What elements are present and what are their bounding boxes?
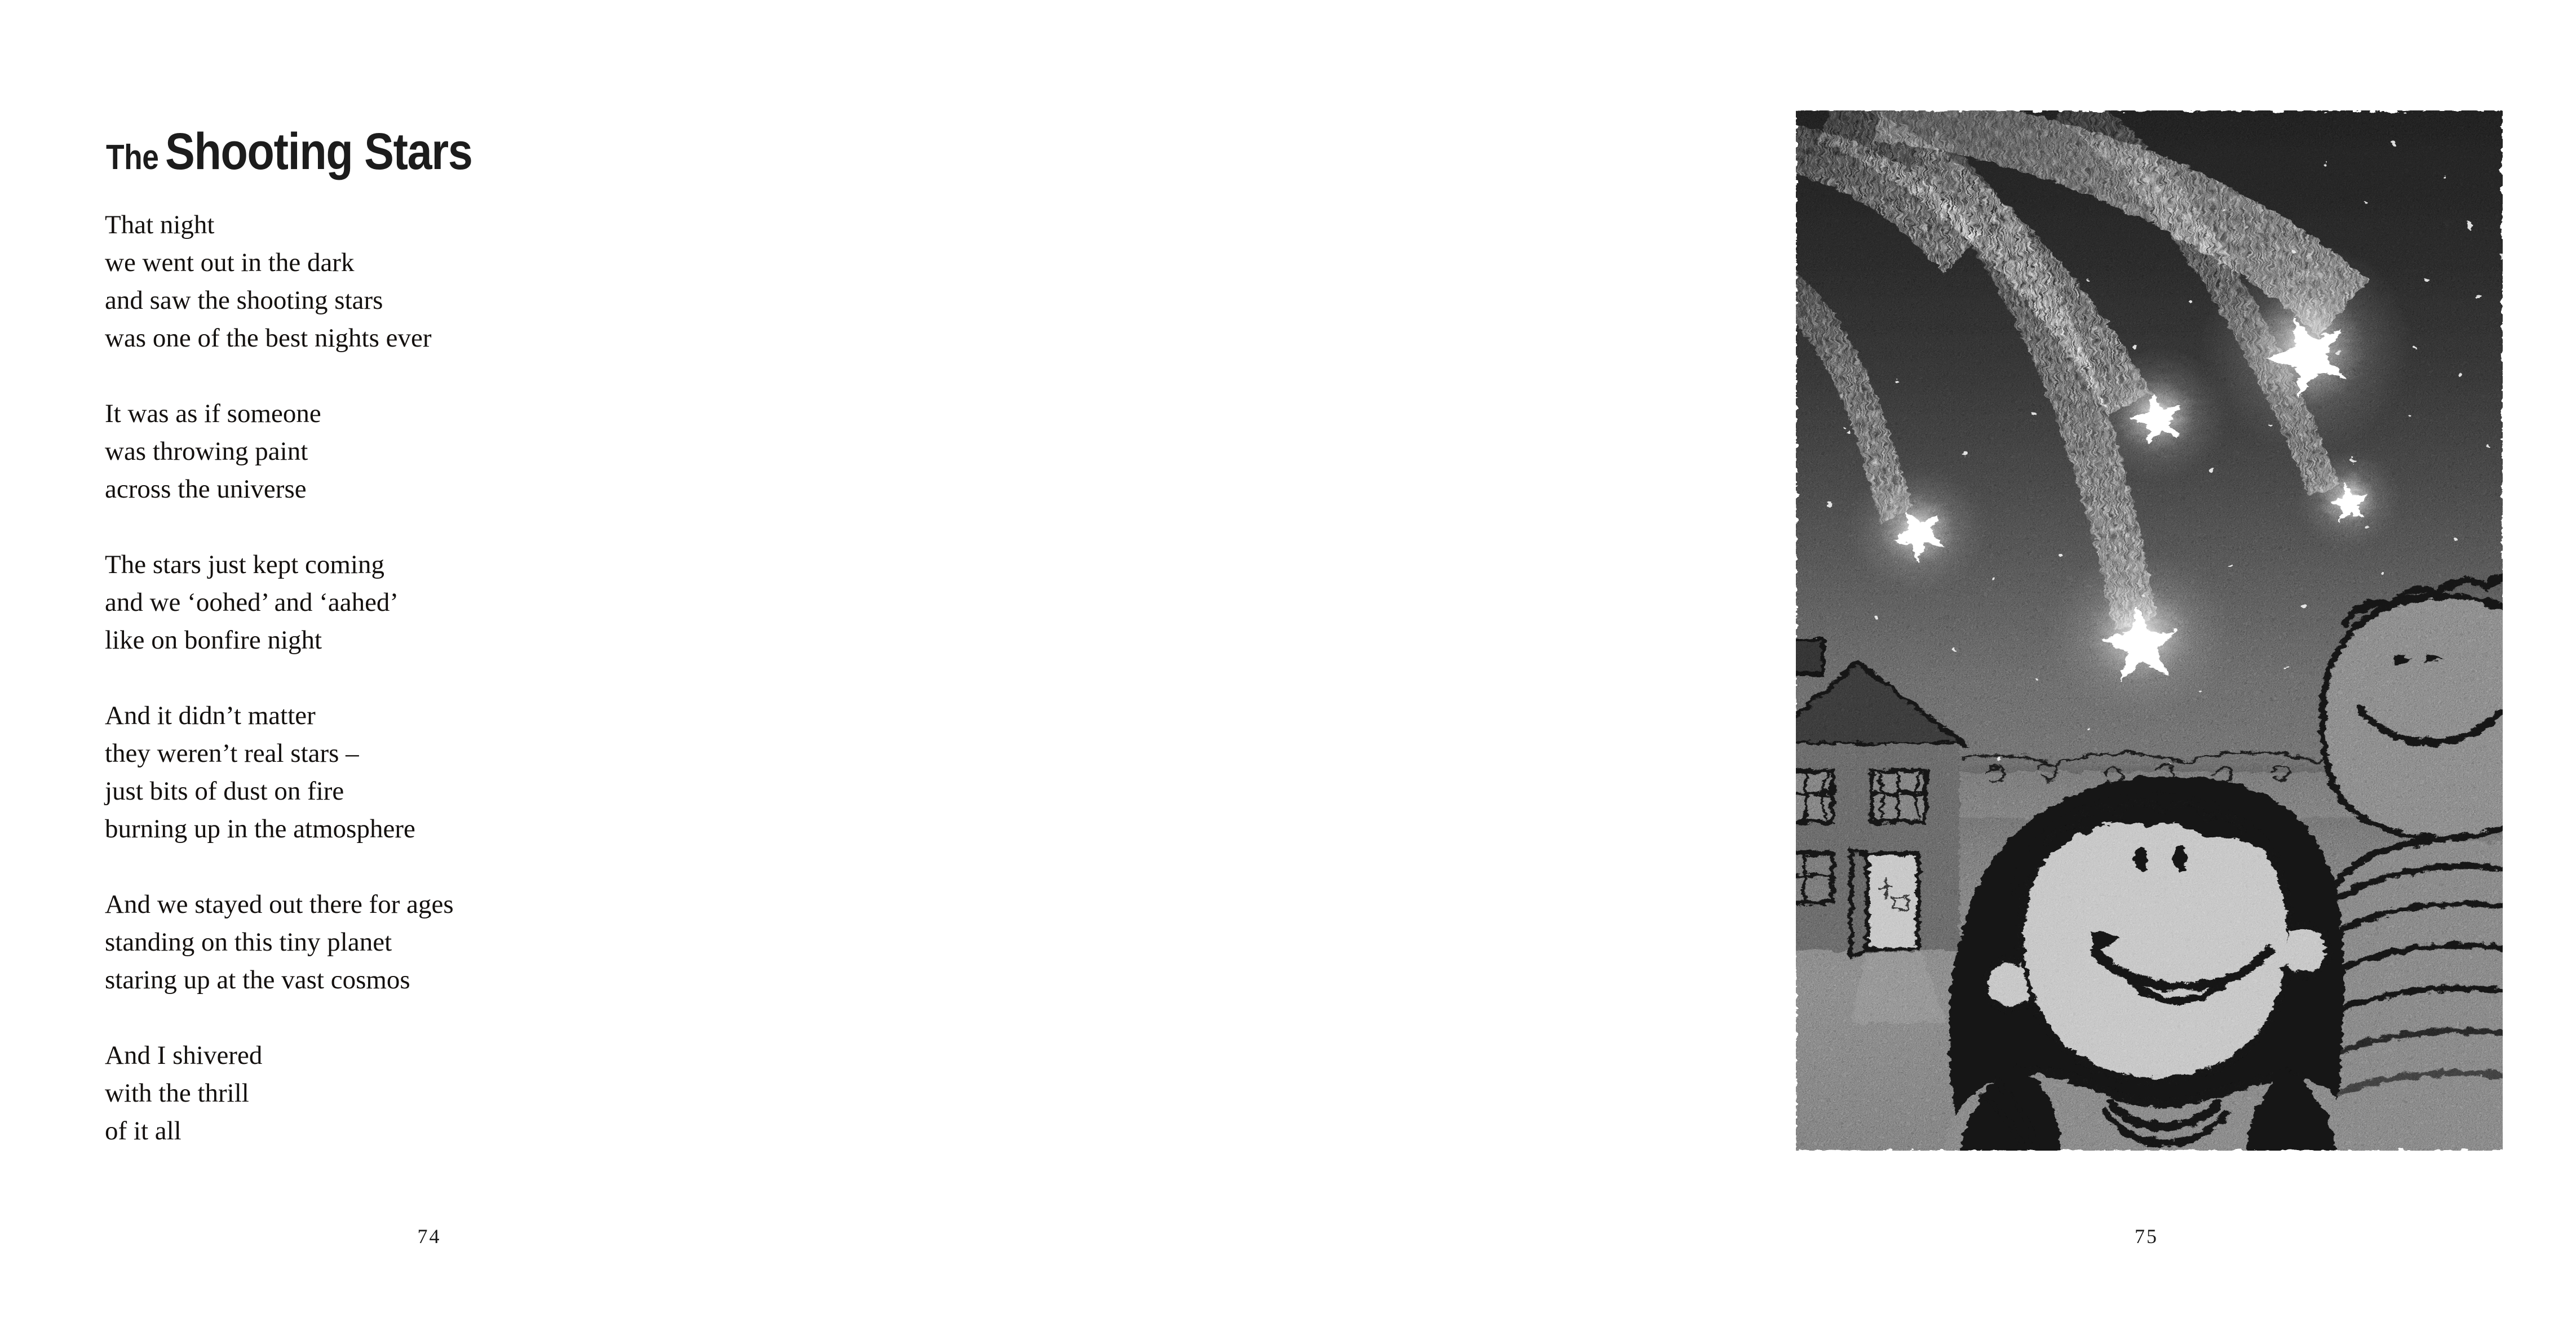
girl-eye-left <box>2134 847 2148 872</box>
poem-title-lead: The <box>106 138 159 177</box>
verse-line: they weren’t real stars – <box>105 739 359 768</box>
verse-line: was throwing paint <box>105 437 308 466</box>
verse-line: And we stayed out there for ages <box>105 890 454 919</box>
poem-body <box>105 206 725 1150</box>
verse-line: staring up at the vast cosmos <box>105 965 410 995</box>
girl-eye-right <box>2174 846 2187 871</box>
page-number-right: 75 <box>2135 1225 2158 1248</box>
verse-line: and we ‘oohed’ and ‘aahed’ <box>105 588 399 617</box>
verse-line: like on bonfire night <box>105 625 322 655</box>
verse-line: just bits of dust on fire <box>105 776 344 806</box>
poem-stanza <box>105 886 725 999</box>
window-upper-right <box>1872 771 1926 822</box>
page-title <box>106 122 522 181</box>
verse-line: The stars just kept coming <box>105 550 385 579</box>
verse-line: with the thrill <box>105 1079 249 1108</box>
window-lower-left <box>1776 853 1833 903</box>
poem-stanza <box>105 546 725 659</box>
door-light-pool <box>1850 951 1947 1023</box>
verse-line: and saw the shooting stars <box>105 286 383 315</box>
poem-stanza <box>105 395 725 508</box>
verse-line: we went out in the dark <box>105 248 355 277</box>
window-upper-left <box>1779 771 1833 822</box>
verse-line: was one of the best nights ever <box>105 323 432 353</box>
verse-line: It was as if someone <box>105 399 321 428</box>
verse-line: burning up in the atmosphere <box>105 814 415 844</box>
girl <box>1942 775 2357 1151</box>
open-door <box>1851 850 1918 956</box>
verse-line: of it all <box>105 1116 182 1146</box>
left-page <box>0 0 858 1318</box>
verse-line: across the universe <box>105 474 307 504</box>
poem-stanza <box>105 206 725 357</box>
chimney <box>1790 639 1823 674</box>
verse-line: standing on this tiny planet <box>105 928 392 957</box>
illustration-artwork <box>1796 110 2503 1151</box>
girl-ear-left <box>1985 960 2028 1010</box>
house <box>1756 639 1965 1023</box>
poem-title-main: Shooting Stars <box>165 123 472 181</box>
illustration-canvas <box>1796 110 2503 1151</box>
verse-line: And I shivered <box>105 1041 263 1070</box>
girl-ear-right <box>2283 926 2328 976</box>
right-page <box>858 0 2158 1318</box>
verse-line: That night <box>105 210 215 239</box>
poem-stanza <box>105 697 725 848</box>
poem-stanza <box>105 1037 725 1150</box>
verse-line: And it didn’t matter <box>105 701 316 730</box>
page-number-left: 74 <box>417 1225 441 1248</box>
illustration <box>1796 110 2503 1151</box>
